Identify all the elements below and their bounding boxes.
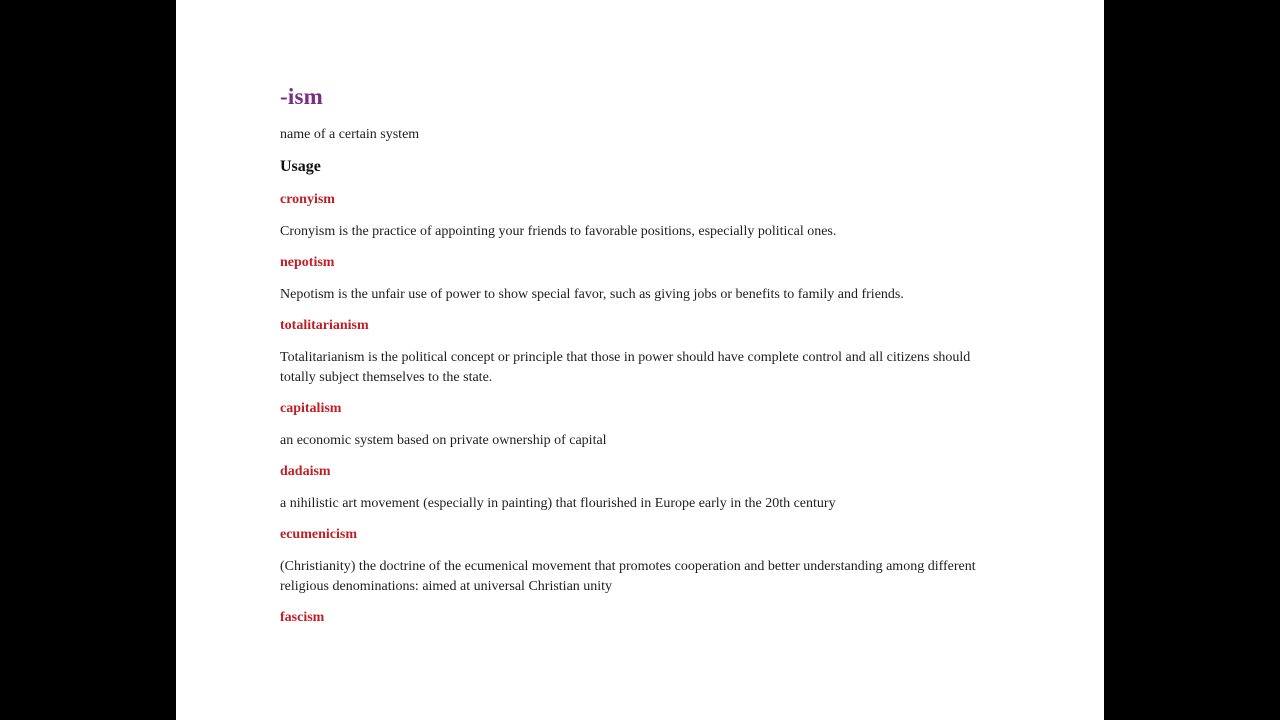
usage-entry: [280, 254, 984, 305]
entry-term: dadaism: [280, 464, 331, 479]
usage-heading: Usage: [280, 158, 321, 175]
entry-definition: an economic system based on private ownership of capital: [280, 433, 607, 448]
entry-definition: a nihilistic art movement (especially in painting) that flourished in Europe early in the 20th century: [280, 496, 836, 511]
usage-entry: [280, 526, 984, 597]
entry-term: totalitarianism: [280, 318, 369, 333]
entry-term: nepotism: [280, 255, 335, 270]
dictionary-page: [176, 0, 1104, 720]
usage-entry: [280, 191, 984, 242]
usage-entry: [280, 317, 984, 388]
entry-term: capitalism: [280, 401, 342, 416]
entry-definition: Cronyism is the practice of appointing your friends to favorable positions, especially political ones.: [280, 224, 837, 239]
entry-term: cronyism: [280, 192, 335, 207]
entry-definition: Totalitarianism is the political concept or principle that those in power should have complete control and all citizens should totally subject themselves to the state.: [280, 350, 971, 385]
usage-entry: [280, 609, 984, 626]
entry-definition: (Christianity) the doctrine of the ecumenical movement that promotes cooperation and better understanding among different religious denominations: aimed at universal Christian unity: [280, 559, 976, 594]
entry-term: ecumenicism: [280, 527, 357, 542]
usage-entry: [280, 463, 984, 514]
usage-entry: [280, 400, 984, 451]
entry-definition: Nepotism is the unfair use of power to show special favor, such as giving jobs or benefits to family and friends.: [280, 287, 904, 302]
entry-term: fascism: [280, 610, 325, 625]
suffix-definition: name of a certain system: [280, 127, 420, 142]
suffix-title: -ism: [280, 84, 323, 109]
